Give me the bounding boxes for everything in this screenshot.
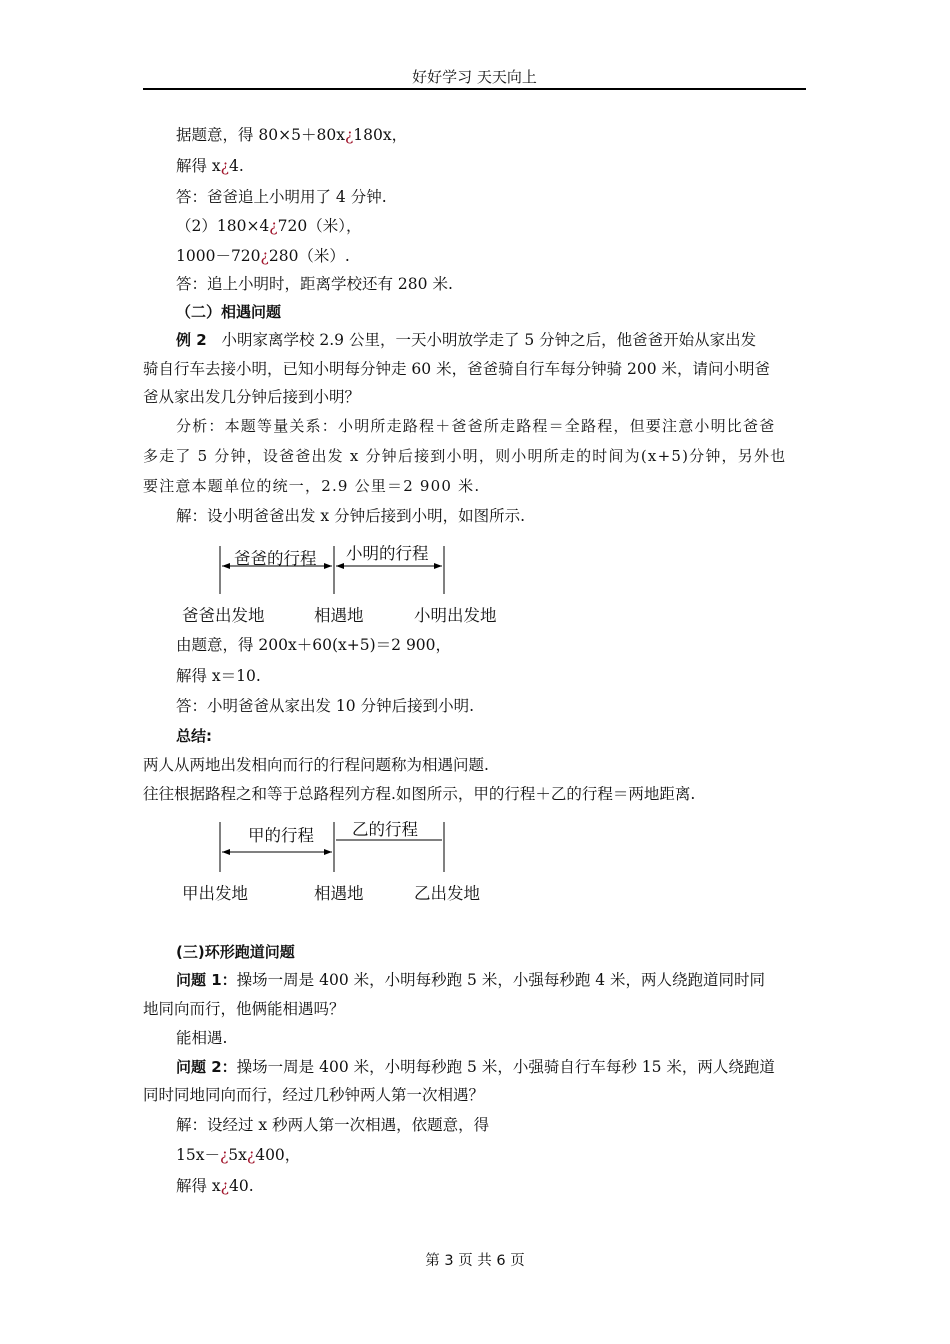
start-point-label: 爸爸出发地 xyxy=(182,606,265,625)
section-heading: (三)环形跑道问题 xyxy=(176,943,295,961)
meeting-point-label: 相遇地 xyxy=(314,606,364,625)
end-point-label: 小明出发地 xyxy=(414,606,497,625)
segment-arrows xyxy=(176,814,516,874)
calculation-line: （2）180×4¿720（米）， xyxy=(176,217,362,235)
answer-line: 答：追上小明时，距离学校还有 280 米. xyxy=(176,275,453,293)
problem-text: 操场一周是 400 米，小明每秒跑 5 米，小强骑自行车每秒 15 米，两人绕跑道 xyxy=(236,1058,775,1076)
example-text: 小明家离学校 2.9 公里，一天小明放学走了 5 分钟之后，他爸爸开始从家出发 xyxy=(221,331,757,349)
summary-text: 往往根据路程之和等于总路程列方程.如图所示，甲的行程＋乙的行程＝两地距离. xyxy=(143,785,696,803)
problem-label: 问题 2： xyxy=(176,1058,237,1076)
example-paragraph xyxy=(176,329,806,351)
placeholder-glyph: ¿ xyxy=(220,157,229,175)
summary-text: 两人从两地出发相向而行的行程问题称为相遇问题. xyxy=(143,756,489,774)
analysis-text: 要注意本题单位的统一，2.9 公里＝2 900 米. xyxy=(143,477,481,495)
equation-line: 据题意，得 80×5＋80x¿180x， xyxy=(176,126,408,144)
example-text: 骑自行车去接小明，已知小明每分钟走 60 米，爸爸骑自行车每分钟骑 200 米，请问小明爸 xyxy=(143,360,771,378)
example-label: 例 2 xyxy=(176,331,207,349)
problem-text: 地同向而行，他俩能相遇吗？ xyxy=(143,1000,345,1018)
placeholder-glyph: ¿ xyxy=(260,247,269,265)
page-header: 好好学习 天天向上 xyxy=(412,68,537,86)
right-segment-label: 小明的行程 xyxy=(346,544,429,563)
right-segment-label: 乙的行程 xyxy=(352,820,418,839)
left-segment-label: 爸爸的行程 xyxy=(234,549,317,568)
equation-line: 15x－¿5x¿400， xyxy=(176,1146,301,1164)
analysis-text: 分析：本题等量关系：小明所走路程＋爸爸所走路程＝全路程，但要注意小明比爸爸 xyxy=(176,417,776,435)
placeholder-glyph: ¿ xyxy=(246,1146,256,1164)
problem-text: 同时同地同向而行，经过几秒钟两人第一次相遇？ xyxy=(143,1086,485,1104)
problem-label: 问题 1： xyxy=(176,971,237,989)
example-text: 爸从家出发几分钟后接到小明？ xyxy=(143,388,361,406)
equation-line: 由题意，得 200x＋60(x+5)＝2 900， xyxy=(176,636,452,654)
meeting-diagram xyxy=(176,536,516,636)
meeting-point-label: 相遇地 xyxy=(314,884,364,903)
page-footer: 第 3 页 共 6 页 xyxy=(425,1253,525,1269)
solution-line: 解得 x¿4. xyxy=(176,157,244,175)
left-segment-label: 甲的行程 xyxy=(248,826,314,845)
header-divider xyxy=(143,88,806,90)
placeholder-glyph: ¿ xyxy=(344,126,354,144)
section-heading: （二）相遇问题 xyxy=(176,303,282,321)
start-point-label: 甲出发地 xyxy=(182,884,248,903)
answer-line: 能相遇. xyxy=(176,1029,228,1047)
calculation-line: 1000－720¿280（米）. xyxy=(176,247,350,265)
answer-line: 答：爸爸追上小明用了 4 分钟. xyxy=(176,188,387,206)
placeholder-glyph: ¿ xyxy=(220,1177,229,1195)
summary-heading: 总结: xyxy=(176,727,212,745)
problem-paragraph xyxy=(176,1056,806,1078)
problem-paragraph xyxy=(176,969,806,991)
solution-line: 解得 x¿40. xyxy=(176,1177,254,1195)
answer-line: 答：小明爸爸从家出发 10 分钟后接到小明. xyxy=(176,697,475,715)
problem-text: 操场一周是 400 米，小明每秒跑 5 米，小强每秒跑 4 米，两人绕跑道同时同 xyxy=(236,971,766,989)
meeting-diagram-general xyxy=(176,814,516,914)
solution-intro: 解：设小明爸爸出发 x 分钟后接到小明，如图所示. xyxy=(176,507,526,525)
solution-line: 解得 x＝10. xyxy=(176,667,261,685)
analysis-text: 多走了 5 分钟，设爸爸出发 x 分钟后接到小明，则小明所走的时间为(x+5)分钟，另外也 xyxy=(143,447,787,465)
placeholder-glyph: ¿ xyxy=(219,1146,229,1164)
end-point-label: 乙出发地 xyxy=(414,884,480,903)
solution-intro: 解：设经过 x 秒两人第一次相遇，依题意，得 xyxy=(176,1116,490,1134)
placeholder-glyph: ¿ xyxy=(269,217,278,235)
